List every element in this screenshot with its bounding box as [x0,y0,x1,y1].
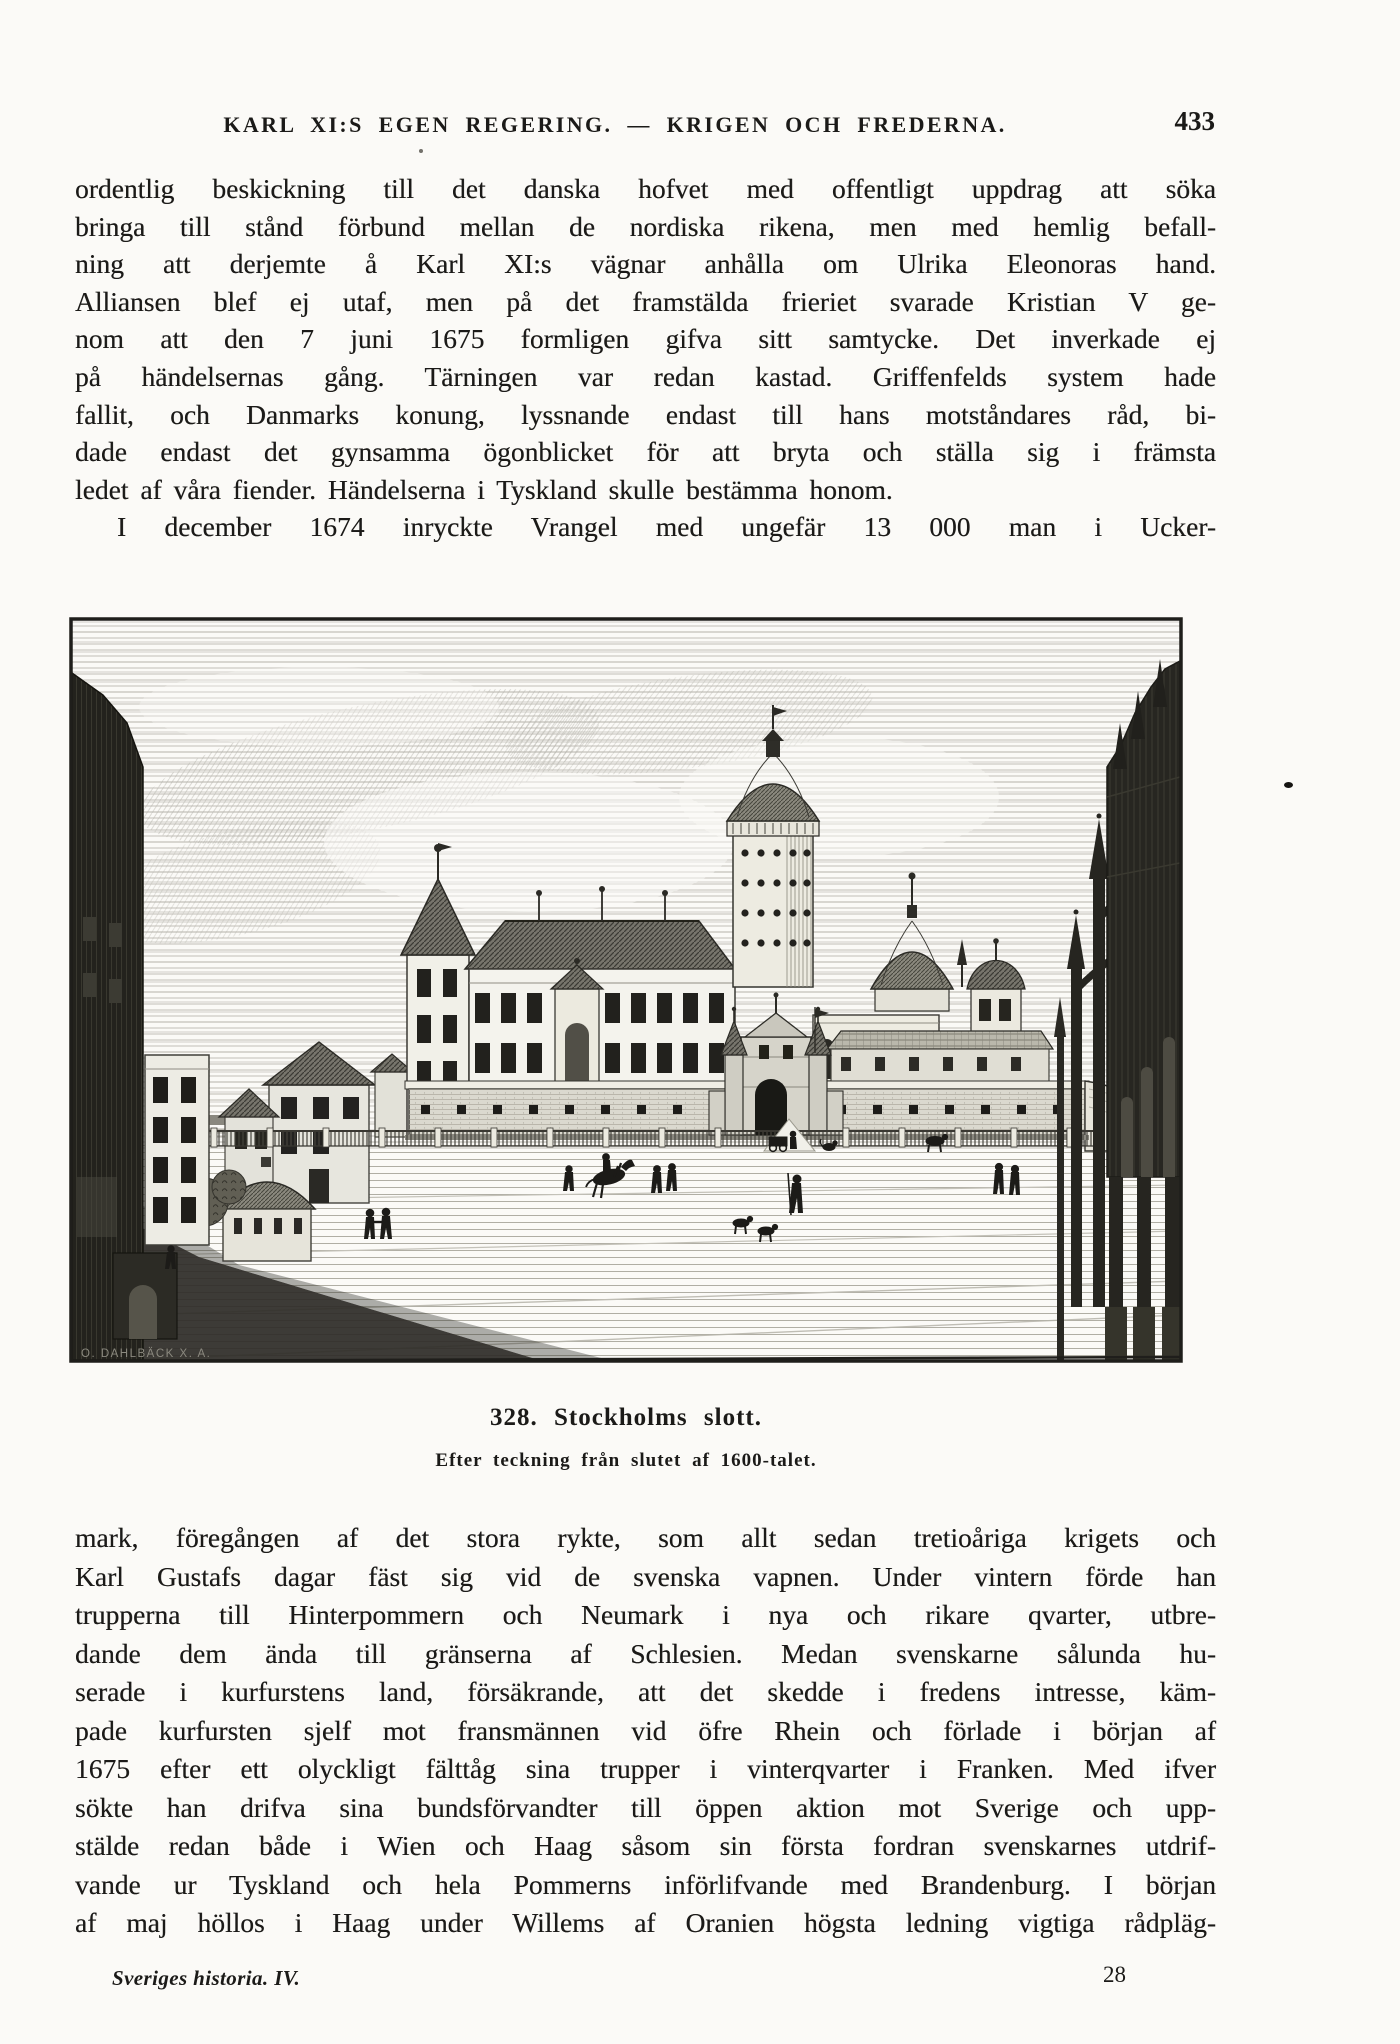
text-line: bringa till stånd förbund mellan de nordiska rikena, men med hemlig befall- [75,210,1216,242]
text-line: 1675 efter ett olyckligt fälttåg sina trupper i vinterqvarter i Franken. Med ifver [75,1753,1216,1784]
text-line: vande ur Tyskland och hela Pommerns införlifvande med Brandenburg. I början [75,1868,1216,1900]
text-line: stälde redan både i Wien och Haag såsom sin första fordran svenskarnes utdrif- [75,1830,1216,1861]
text-line: serade i kurfurstens land, försäkrande, att det skedde i fredens intresse, käm- [75,1676,1216,1707]
figure-caption-subtitle: Efter teckning från slutet af 1600-talet. [435,1450,817,1471]
text-line: Alliansen blef ej utaf, men på det framstälda frieriet svarade Kristian V ge- [75,285,1216,317]
figure-caption-title: 328. Stockholms slott. [490,1404,762,1431]
running-header-title: KARL XI:S EGEN REGERING. — KRIGEN OCH FREDERNA. [223,112,1007,137]
ink-speck [419,149,423,153]
text-line: ordentlig beskickning till det danska hofvet med offentligt uppdrag att söka [75,173,1216,204]
text-line: dande dem ända till gränserna af Schlesien. Medan svenskarne sålunda hu- [75,1637,1216,1669]
gate-arch [755,1079,787,1135]
series-title: Sveriges historia. IV. [112,1966,301,1990]
page-number: 433 [1174,106,1215,136]
printer-signature-mark: 28 [1103,1962,1126,1987]
text-line: trupperna till Hinterpommern och Neumark i nya och rikare qvarter, utbre- [75,1599,1216,1630]
text-line: dade endast det gynsamma ögonblicket för att bryta och ställa sig i främsta [75,436,1216,468]
text-line: fallit, och Danmarks konung, lyssnande endast till hans motståndares råd, bi- [75,398,1216,430]
house-door [309,1169,329,1203]
text-line: sökte han drifva sina bundsförvandter till öppen aktion mot Sverige och upp- [75,1791,1216,1823]
engraving-stockholm-castle [69,617,1183,1363]
text-block-upper [75,170,1216,546]
white-house [145,1055,209,1245]
ink-speck [1284,782,1293,788]
text-line: I december 1674 inryckte Vrangel med ungefär 13 000 man i Ucker- [117,511,1216,543]
text-line: af maj höllos i Haag under Willems af Oranien högsta ledning vigtiga rådpläg- [75,1907,1216,1938]
text-line: pade kurfursten sjelf mot fransmännen vid öfre Rhein och förlade i början af [75,1714,1216,1746]
text-line: nom att den 7 juni 1675 formligen gifva sitt samtycke. Det inverkade ej [75,323,1216,355]
text-line: ning att derjemte å Karl XI:s vägnar anhålla om Ulrika Eleonoras hand. [75,248,1216,280]
text-line: mark, föregången af det stora rykte, som allt sedan tretioåriga krigets och [75,1522,1216,1553]
text-block-lower [75,1519,1216,1943]
text-line: Karl Gustafs dagar fäst sig vid de svenska vapnen. Under vintern förde han [75,1560,1216,1592]
engraver-signature: O. DAHLBÄCK X. A. [81,1348,212,1360]
text-line: ledet af våra fiender. Händelserna i Tyskland skulle bestämma honom. [75,473,893,505]
text-line: på händelsernas gång. Tärningen var redan kastad. Griffenfelds system hade [75,360,1216,392]
